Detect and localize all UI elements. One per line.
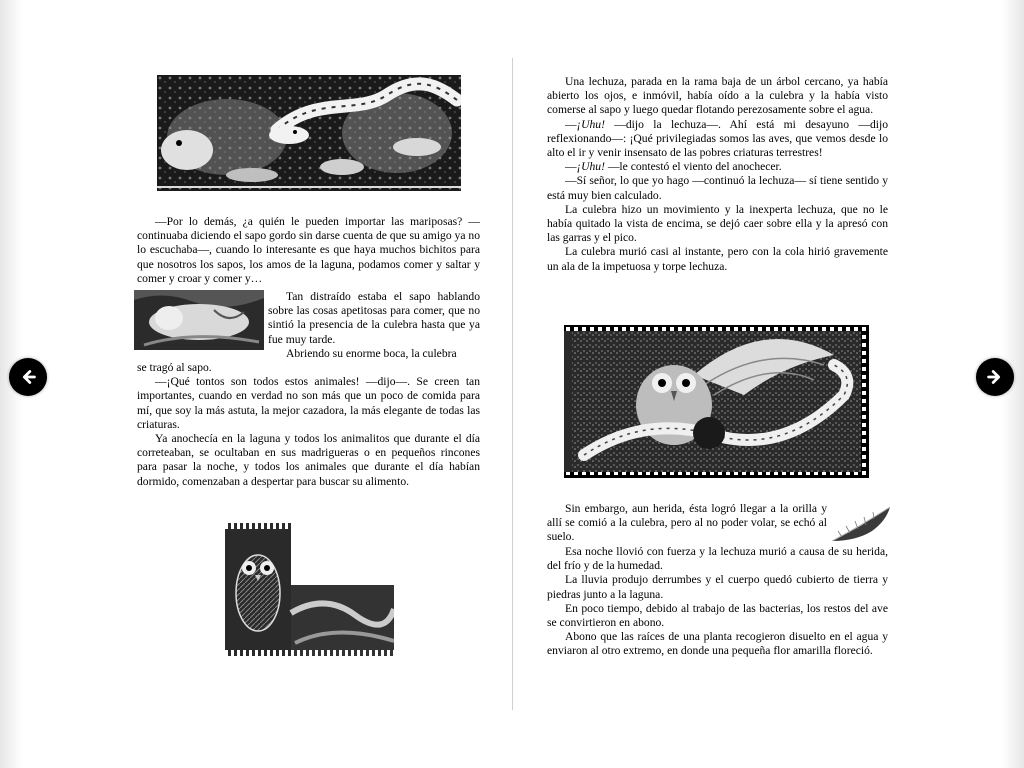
paragraph: Abriendo su enorme boca, la culebra	[286, 346, 457, 360]
paragraph	[547, 118, 888, 161]
next-page-button[interactable]	[976, 358, 1014, 396]
italic-exclamation: ¡Uhu!	[576, 160, 605, 174]
previous-page-button[interactable]	[9, 358, 47, 396]
illustration-snake-frog	[157, 75, 461, 191]
paragraph: Una lechuza, parada en la rama baja de un árbol cercano, ya había abierto los ojos, e inmóvil, había oído a la culebra y la había visto comerse al sapo y luego quedar flotando perezosamente sobre el agua.	[547, 75, 888, 117]
paragraph: Esa noche llovió con fuerza y la lechuza murió a causa de su herida, del frío y de la humedad.	[547, 545, 888, 573]
italic-exclamation: ¡Uhu!	[576, 117, 605, 131]
paragraph: Abono que las raíces de una planta recogieron disuelto en el agua y enviaron al otro extremo, en donde una pequeña flor amarilla floreció.	[547, 630, 888, 658]
paragraph-text: —dijo la lechuza—. Ahí está mi desayuno —dijo reflexionando—: ¡Qué privilegiadas somos las aves, que vemos desde lo alto el ir y venir insensato de las pobres criaturas terrestres!	[547, 117, 888, 160]
illustration-frog-lying	[134, 290, 264, 350]
right-page-text	[547, 75, 888, 274]
left-page-text	[137, 215, 480, 286]
dash: —	[565, 117, 577, 131]
paragraph: Ya anochecía en la laguna y todos los animalitos que durante el día correteaban, se ocultaban en sus madrigueras o en pequeños rincones para pasar la noche, y todos los animales que durante el día habían dormido, comenzaban a despertar para buscar su alimento.	[137, 432, 480, 488]
illustration-owl-snake	[564, 325, 869, 478]
paragraph: —¡Qué tontos son todos estos animales! —dijo—. Se creen tan importantes, cuando en verdad no son más que un poco de comida para mí, que soy la más astuta, la mejor cazadora, la más elegante de todas las criaturas.	[137, 375, 480, 431]
paragraph: En poco tiempo, debido al trabajo de las bacterias, los restos del ave se convirtieron en abono.	[547, 601, 888, 630]
paragraph: —Sí señor, lo que yo hago —continuó la lechuza— sí tiene sentido y está muy bien calculado.	[547, 174, 888, 202]
dash: —	[565, 160, 577, 174]
paragraph-text: —le contestó el viento del anochecer.	[604, 160, 782, 174]
paragraph: La lluvia produjo derrumbes y el cuerpo quedó cubierto de tierra y piedras junto a la laguna.	[547, 573, 888, 601]
right-page-text-end	[547, 545, 888, 659]
paragraph: La culebra hizo un movimiento y la inexperta lechuza, que no le había quitado la vista de encima, se dejó caer sobre ella y la apresó con las garras y el pico.	[547, 202, 888, 245]
arrow-right-icon	[984, 366, 1006, 388]
arrow-left-icon	[17, 366, 39, 388]
left-page-wrapped-text	[268, 290, 480, 361]
illustration-owl-branch	[225, 523, 394, 656]
right-page-wrapped-text	[547, 502, 827, 545]
paragraph: Sin embargo, aun herida, ésta logró llegar a la orilla y allí se comió a la culebra, pero al no poder volar, se echó al suelo.	[547, 502, 827, 544]
paragraph: se tragó al sapo.	[137, 361, 212, 374]
paragraph: —Por lo demás, ¿a quién le pueden importar las mariposas? —continuaba diciendo el sapo gordo sin darse cuenta de que su amigo ya no lo escuchaba—, cuando lo interesante es que haya muchos bichitos para que nosotros los sapos, los amos de la laguna, podamos comer y saltar y comer y croar y comer y…	[137, 215, 480, 285]
paragraph: Tan distraído estaba el sapo hablando sobre las cosas apetitosas para comer, que no sintió la presencia de la culebra hasta que ya fue muy tarde.	[268, 290, 480, 346]
paragraph: La culebra murió casi al instante, pero con la cola hirió gravemente un ala de la impetuosa y torpe lechuza.	[547, 245, 888, 273]
left-page-text-continued	[137, 361, 480, 489]
illustration-feather	[828, 503, 894, 545]
paragraph	[547, 160, 888, 174]
page-gutter	[512, 58, 513, 710]
